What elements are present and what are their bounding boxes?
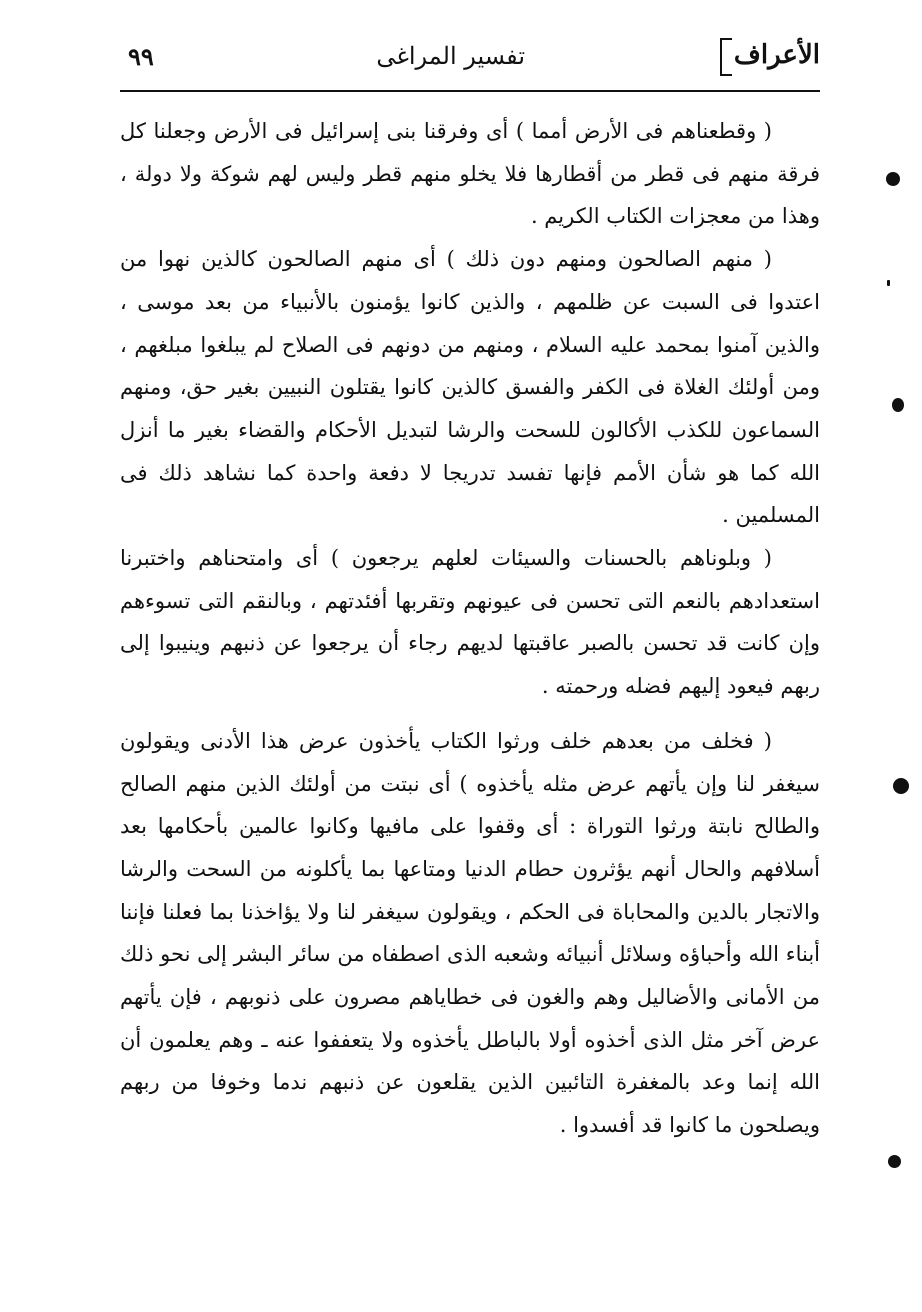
- margin-speck: [886, 172, 900, 186]
- paragraph-4: ( فخلف من بعدهم خلف ورثوا الكتاب يأخذون عرض هذا الأدنى ويقولون سيغفر لنا وإن يأتهم عرض مثله يأخذوه ) أى نبتت من أولئك الذين منهم الصالح والطالح نابتة ورثوا التوراة : أى وقفوا على مافيها وكانوا عالمين بأحكامها بعد أسلافهم والحال أنهم يؤثرون حطام الدنيا ومتاعها بما يأكلونه من السحت والرشا والاتجار بالدين والمحاباة فى الحكم ، ويقولون سيغفر لنا ولا يؤاخذنا بما فعلنا فإننا أبناء الله وأحباؤه وسلائل أنبيائه وشعبه الذى اصطفاه من سائر البشر إلى نحو ذلك من الأمانى والأضاليل وهم والغون فى خطاياهم مصرون على ذنوبهم ، فإن يأتهم عرض آخر مثل الذى أخذوه أولا بالباطل يأخذوه ولا يتعففوا عنه ـ وهم يعلمون أن الله إنما وعد بالمغفرة التائبين الذين يقلعون عن ذنبهم ندما وخوفا من ربهم ويصلحون ما كانوا قد أفسدوا .: [120, 728, 820, 1138]
- header-rule: [120, 90, 820, 92]
- header-bracket: [720, 38, 732, 76]
- margin-speck: [892, 398, 904, 412]
- text-body: [120, 110, 820, 1147]
- paragraph-gap: [120, 708, 820, 720]
- margin-speck: [887, 280, 890, 286]
- margin-speck: [888, 1155, 901, 1168]
- page-number: ٩٩: [128, 42, 154, 71]
- paragraph-2: ( منهم الصالحون ومنهم دون ذلك ) أى منهم الصالحون كالذين نهوا من اعتدوا فى السبت عن ظلمهم ، والذين كانوا يؤمنون بالأنبياء من بعد موسى ، والذين آمنوا بمحمد عليه السلام ، ومنهم من دونهم فى الصلاح لم يبلغوا مبلغهم ، ومن أولئك الغلاة فى الكفر والفسق كالذين كانوا يقتلون النبيين بغير حق، ومنهم السماعون للكذب الأكالون للسحت والرشا لتبديل الأحكام والقضاء بغير ما أنزل الله كما هو شأن الأمم فإنها تفسد تدريجا لا دفعة واحدة كما نشاهد ذلك فى المسلمين .: [120, 247, 820, 528]
- page-header: [120, 38, 820, 88]
- margin-speck: [893, 778, 909, 794]
- paragraph-3: ( وبلوناهم بالحسنات والسيئات لعلهم يرجعون ) أى وامتحناهم واختبرنا استعدادهم بالنعم التى تحسن فى عيونهم وتقربها أفئدتهم ، وبالنقم التى تسوءهم وإن كانت قد تحسن بالصبر عاقبتها لديهم رجاء أن يرجعوا عن ذنبهم وينيبوا إلى ربهم فيعود إليهم فضله ورحمته .: [120, 546, 820, 699]
- paragraph-1: ( وقطعناهم فى الأرض أمما ) أى وفرقنا بنى إسرائيل فى الأرض وجعلنا كل فرقة منهم فى قطر من أقطارها فلا يخلو منهم قطر وليس لهم شوكة ولا دولة ، وهذا من معجزات الكتاب الكريم .: [120, 119, 820, 229]
- book-title: تفسير المراغى: [376, 42, 525, 70]
- surah-name: الأعراف: [733, 40, 820, 70]
